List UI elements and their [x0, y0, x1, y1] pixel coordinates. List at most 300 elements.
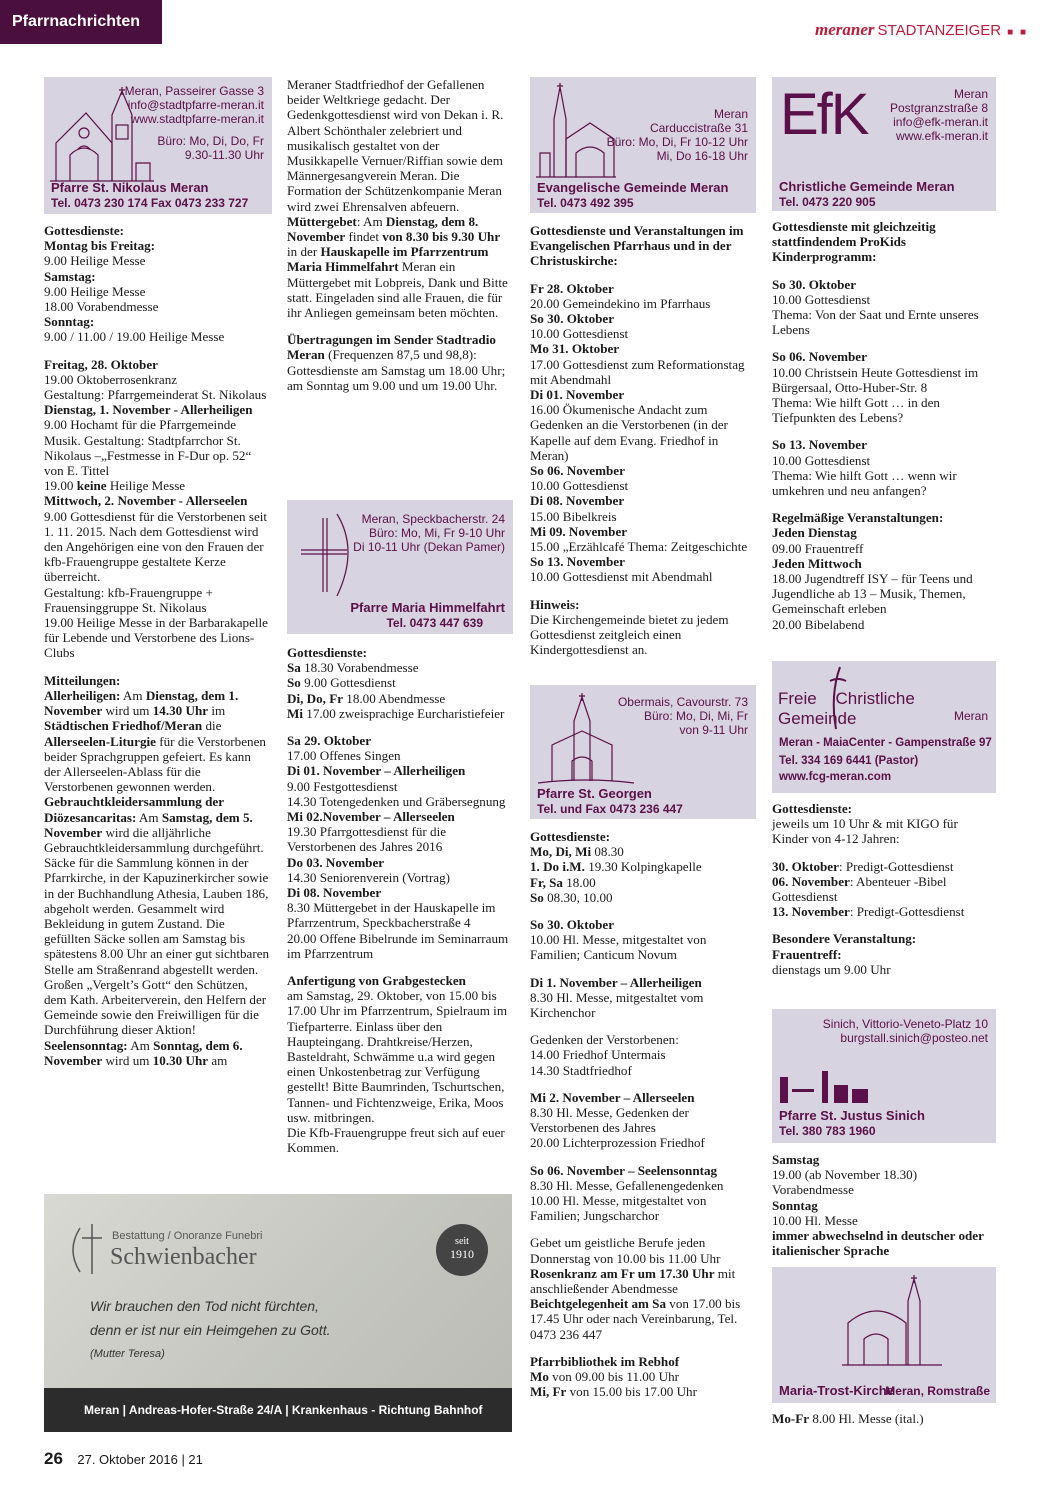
bold-text: Rosenkranz am Fr um 17.30 Uhr — [530, 1265, 715, 1281]
text-paragraph — [530, 859, 756, 874]
bold-text: 30. Oktober — [772, 858, 839, 874]
bold-text: 10.30 Uhr — [152, 1052, 209, 1068]
text-paragraph — [772, 931, 996, 946]
ad-address-bar: Meran | Andreas-Hofer-Straße 24/A | Krankenhaus - Richtung Bahnhof — [44, 1388, 512, 1432]
bold-text: So 06. November — [530, 463, 625, 479]
bold-text: Di 01. November – Allerheiligen — [287, 763, 466, 779]
paragraph-gap — [772, 498, 996, 510]
text-run: von 15.00 bis 17.00 Uhr — [566, 1384, 697, 1400]
parish-box-evangelische — [530, 77, 756, 213]
text-paragraph — [772, 859, 996, 874]
email-link[interactable]: info@stadtpfarre-meran.it — [127, 98, 264, 112]
paragraph-gap — [530, 269, 756, 281]
bold-text: Regelmäßige Veranstaltungen: — [772, 510, 944, 526]
address-line — [125, 126, 264, 134]
text-paragraph — [530, 597, 756, 612]
bold-text: Fr, Sa — [530, 874, 563, 890]
text-run: 17.00 zweisprachige Eurcharistiefeier — [303, 705, 505, 721]
text-run: 10.00 Hl. Messe, mitgestaltet von Familien; Jungscharchor — [530, 1193, 707, 1224]
text-run: findet — [345, 229, 383, 245]
paragraph-gap — [772, 919, 996, 931]
text-run: 19.00 Oktoberrosenkranz — [44, 371, 178, 387]
text-run: 18.00 Abendmesse — [343, 690, 446, 706]
bold-text: 06. November — [772, 873, 850, 889]
text-run: (Frequenzen 87,5 und 98,8): Gottesdienste am Samstag um 18.00 Uhr; am Sonntag um 9.00 und um 19.00 Uhr. — [287, 347, 506, 393]
text-paragraph — [772, 437, 996, 452]
bold-text: 13. November — [772, 904, 850, 920]
paragraph-gap — [287, 721, 513, 733]
text-run: 20.00 Gemeindekino im Pfarrhaus — [530, 295, 711, 311]
text-paragraph — [287, 988, 513, 1125]
text-run: 18.00 — [562, 874, 596, 890]
text-paragraph — [287, 885, 513, 900]
text-paragraph — [772, 277, 996, 292]
website-link[interactable]: www.stadtpfarre-meran.it — [130, 112, 264, 126]
text-paragraph — [772, 395, 996, 425]
text-paragraph — [530, 1266, 756, 1296]
brand-name-1: meraner — [815, 20, 875, 39]
bold-text: Fr 28. Oktober — [530, 280, 614, 296]
text-paragraph — [44, 417, 270, 478]
office-hours: Büro: Mo, Di, Mi, Fr — [643, 709, 748, 723]
text-paragraph — [530, 1090, 756, 1105]
bold-text: Besondere Veranstaltung: — [772, 931, 917, 947]
bold-text: Di, Do, Fr — [287, 690, 344, 706]
church-address — [890, 87, 988, 143]
text-paragraph — [44, 372, 270, 387]
paragraph-gap — [530, 905, 756, 917]
text-run: wird um — [102, 1052, 153, 1068]
text-paragraph — [530, 1105, 756, 1135]
text-paragraph — [772, 571, 996, 617]
text-paragraph — [287, 77, 513, 214]
bold-text: keine — [76, 478, 107, 494]
text-paragraph — [772, 1167, 996, 1197]
bold-text: Übertragungen im Sender Stadtradio Meran — [287, 332, 496, 363]
office-hours: Büro: Mo, Di, Do, Fr — [157, 134, 264, 148]
column-4-text-lower — [772, 1152, 996, 1258]
text-paragraph — [772, 1213, 996, 1228]
paragraph-gap — [287, 961, 513, 973]
church-name: Maria-Trost-Kirche — [779, 1383, 894, 1398]
office-hours: von 9-11 Uhr — [679, 723, 748, 737]
text-run: dienstags um 9.00 Uhr — [772, 961, 891, 977]
parish-name: Evangelische Gemeinde Meran — [537, 180, 729, 195]
parish-address — [823, 1017, 988, 1045]
text-run: Gestaltung: Pfarrgemeinderat St. Nikolaus — [44, 387, 267, 403]
text-run: 8.30 Hl. Messe, Gedenken der Verstorbenen des Jahres — [530, 1105, 689, 1136]
text-paragraph — [530, 875, 756, 890]
text-paragraph — [530, 402, 756, 463]
bold-text: Mo, Di, Mi — [530, 844, 592, 860]
bold-text: Do 03. November — [287, 854, 385, 870]
text-run: Am — [136, 809, 162, 825]
text-paragraph — [44, 253, 270, 268]
text-run: 16.00 Ökumenische Andacht zum Gedenken an die Verstorbenen (in der Kapelle auf dem Evang. Friedhof in Meran) — [530, 402, 728, 463]
text-paragraph — [44, 509, 270, 585]
text-paragraph — [530, 357, 756, 387]
text-paragraph — [287, 691, 513, 706]
text-paragraph — [530, 1384, 756, 1399]
website-link[interactable]: www.efk-meran.it — [895, 129, 988, 143]
text-paragraph — [44, 493, 270, 508]
text-paragraph — [287, 779, 513, 794]
church-address: Meran, Romstraße — [885, 1384, 990, 1398]
text-paragraph — [44, 688, 270, 794]
bold-text: Gottesdienste: — [287, 645, 368, 660]
bold-text: So 13. November — [530, 554, 625, 570]
text-paragraph — [287, 973, 513, 988]
text-run: : Am — [356, 213, 386, 229]
bold-text: Gottesdienste: — [530, 829, 611, 844]
founded-badge — [436, 1224, 488, 1276]
text-run: 9.00 Gottesdienst — [300, 675, 396, 691]
bold-text: Dienstag, 1. November - Allerheiligen — [44, 402, 253, 418]
paragraph-gap — [530, 1151, 756, 1163]
text-run: 14.00 Friedhof Untermais — [530, 1047, 666, 1063]
text-run: 10.00 Gottesdienst — [772, 291, 871, 307]
parish-name: Pfarre St. Nikolaus Meran — [51, 180, 209, 195]
parish-name: Pfarre St. Georgen — [537, 786, 652, 801]
text-run: 10.00 Gottesdienst mit Abendmahl — [530, 569, 713, 585]
ad-quote — [90, 1294, 330, 1366]
parish-phone: Tel. 0473 447 639 — [386, 616, 483, 630]
bold-text: So — [287, 675, 301, 691]
bold-text: Gottesdienste: — [772, 801, 853, 816]
text-run: 9.00 Gottesdienst für die Verstorbenen seit 1. 11. 2015. Nach dem Gottesdienst wird den Angehörigen eine von den Frauen der kfb-Frauengruppe gestaltete Kerze überreicht. — [44, 508, 268, 585]
column-4-text-top — [772, 219, 996, 632]
church-illustration — [842, 1273, 942, 1369]
page-footer — [44, 1449, 203, 1469]
text-paragraph — [772, 307, 996, 337]
text-run: 9.00 / 11.00 / 19.00 Heilige Messe — [44, 329, 225, 345]
text-paragraph — [772, 947, 996, 962]
text-run: von 09.00 bis 11.00 Uhr — [548, 1369, 679, 1385]
bold-text: Montag bis Freitag: — [44, 238, 156, 254]
email-link[interactable]: info@efk-meran.it — [893, 115, 988, 129]
text-paragraph — [772, 468, 996, 498]
column-2-text-top — [287, 77, 513, 393]
text-run: 10.00 Hl. Messe, mitgestaltet von Familien; Canticum Novum — [530, 932, 707, 963]
text-run: Heilige Messe — [106, 478, 186, 494]
parish-box-st-nikolaus — [44, 77, 272, 214]
bold-text: Mi, Fr — [530, 1384, 567, 1400]
text-paragraph — [772, 801, 996, 816]
text-paragraph — [530, 829, 756, 844]
text-run: am — [208, 1052, 228, 1068]
column-4-text-middle — [772, 801, 996, 977]
bold-text: Seelensonntag: — [44, 1037, 128, 1053]
quote-line: Wir brauchen den Tod nicht fürchten, — [90, 1298, 319, 1314]
text-paragraph — [530, 493, 756, 508]
text-run: 14.30 Stadtfriedhof — [530, 1062, 632, 1078]
church-name: Christliche Gemeinde Meran — [779, 179, 955, 194]
bold-text: Sonntag: — [44, 314, 95, 330]
text-paragraph — [530, 569, 756, 584]
text-paragraph — [530, 1296, 756, 1342]
address-line: Meran, Passeirer Gasse 3 — [124, 84, 264, 98]
text-paragraph — [44, 585, 270, 615]
paragraph-gap — [530, 1078, 756, 1090]
parish-phone: Tel. und Fax 0473 236 447 — [537, 802, 683, 816]
text-paragraph — [530, 1369, 756, 1384]
text-paragraph — [530, 326, 756, 341]
bold-text: Beichtgelegenheit am Sa — [530, 1296, 667, 1312]
text-paragraph — [530, 539, 756, 554]
text-paragraph — [287, 214, 513, 320]
bold-text: So 13. November — [772, 437, 867, 453]
bold-text: Allerheiligen: — [44, 687, 121, 703]
bold-text: Jeden Mittwoch — [772, 555, 862, 571]
bold-text: Samstag: — [44, 268, 96, 284]
text-paragraph — [530, 281, 756, 296]
cross-icon — [64, 1220, 108, 1276]
text-paragraph — [772, 219, 996, 265]
bold-text: Hauskapelle im Pfarrzentrum Maria Himmelfahrt — [287, 244, 489, 275]
text-run: 18.00 Vorabendmesse — [44, 299, 159, 315]
text-run: 20.00 Bibelabend — [772, 616, 865, 632]
paragraph-gap — [772, 337, 996, 349]
address-line: Sinich, Vittorio-Veneto-Platz 10 — [822, 1017, 988, 1031]
paragraph-gap — [44, 345, 270, 357]
bold-text: Müttergebet — [287, 213, 357, 229]
text-paragraph — [772, 1228, 996, 1258]
paragraph-gap — [530, 585, 756, 597]
office-hours: Mi, Do 16-18 Uhr — [656, 149, 748, 163]
text-paragraph — [530, 1235, 756, 1265]
text-run: 9.00 Heilige Messe — [44, 283, 146, 299]
text-paragraph — [530, 1193, 756, 1223]
publication-logo — [815, 20, 1028, 40]
text-paragraph — [287, 900, 513, 930]
office-hours: Büro: Mo, Mi, Fr 9-10 Uhr — [368, 526, 505, 540]
text-run: wird um — [102, 703, 153, 719]
text-paragraph — [772, 962, 996, 977]
parish-box-maria-himmelfahrt — [287, 500, 513, 634]
bold-text: Mo — [530, 1369, 549, 1385]
bold-text: So 06. November — [772, 349, 867, 365]
text-paragraph — [530, 1063, 756, 1078]
text-paragraph — [44, 977, 270, 1038]
paragraph-gap — [772, 425, 996, 437]
text-paragraph — [287, 748, 513, 763]
text-paragraph — [44, 673, 270, 688]
text-paragraph — [44, 269, 270, 284]
text-paragraph — [530, 990, 756, 1020]
text-paragraph — [530, 387, 756, 402]
page-number: 26 — [44, 1449, 63, 1468]
funeral-home-ad — [44, 1194, 512, 1432]
office-hours: Di 10-11 Uhr (Dekan Pamer) — [353, 540, 505, 554]
text-run: 19.30 Pfarrgottesdienst für die Verstorbenen des Jahres 2016 — [287, 824, 447, 855]
text-paragraph — [772, 349, 996, 364]
text-paragraph — [287, 675, 513, 690]
bold-text: Dienstag, dem 8. November — [287, 213, 479, 245]
church-box-maria-trost — [772, 1267, 996, 1403]
text-run: 10.00 Gottesdienst — [772, 452, 871, 468]
quote-line: denn er ist nur ein Heimgehen zu Gott. — [90, 1322, 331, 1338]
address-line: Meran — [953, 87, 988, 101]
text-run: 9.00 Heilige Messe — [44, 253, 146, 269]
bold-text: Mi 02.November – Allerseelen — [287, 809, 455, 825]
text-paragraph — [44, 299, 270, 314]
text-paragraph — [44, 238, 270, 253]
text-run: Die Kirchengemeinde bietet zu jedem Gottesdienst zeitgleich einen Kindergottesdienst an. — [530, 611, 729, 658]
column-3-text-bottom — [530, 829, 756, 1400]
text-paragraph — [287, 1125, 513, 1155]
bold-text: Mitteilungen: — [44, 672, 121, 688]
text-run: 14.30 Seniorenverein (Vortrag) — [287, 869, 451, 885]
fcg-logo-city: Meran — [953, 709, 988, 723]
text-paragraph — [44, 284, 270, 299]
text-paragraph — [772, 1152, 996, 1167]
bold-text: Mittwoch, 2. November - Allerseelen — [44, 493, 248, 509]
text-paragraph — [530, 524, 756, 539]
text-paragraph — [287, 794, 513, 809]
text-paragraph — [44, 387, 270, 402]
logo-word: Christliche Gemeinde — [778, 689, 915, 728]
text-paragraph — [772, 1411, 996, 1426]
text-paragraph — [44, 357, 270, 372]
parish-address — [618, 695, 748, 737]
bold-text: Städtischen Friedhof/Meran — [44, 718, 203, 734]
parish-name: Pfarre Maria Himmelfahrt — [350, 600, 505, 615]
text-run: 15.00 Bibelkreis — [530, 508, 617, 524]
text-paragraph — [772, 365, 996, 395]
text-run: für die Verstorbenen beider Sprachgruppen gefeiert. Es kann der Allerseelen-Ablass für die Verstorbenen gewonnen werden. — [44, 733, 266, 795]
text-run: Meraner Stadtfriedhof der Gefallenen beider Weltkriege gedacht. Der Gedenkgottesdienst wird von Dekan i. R. Albert Schönthaler zelebriert und musikalisch gestaltet von der Musikkapelle Vernuer/Riffian sowie dem Männergesangverein Meran. Die Formation der Schützenkompanie Meran wird zwei Ehrensalven abfeuern. — [287, 77, 504, 214]
church-box-efk — [772, 77, 996, 211]
text-paragraph — [530, 932, 756, 962]
text-paragraph — [530, 1047, 756, 1062]
text-paragraph — [772, 904, 996, 919]
text-run: die — [202, 718, 222, 734]
bold-text: Freitag, 28. Oktober — [44, 356, 158, 372]
text-paragraph — [44, 794, 270, 976]
text-paragraph — [530, 223, 756, 269]
church-phone: Tel. 0473 220 905 — [779, 195, 876, 209]
text-run: 10.00 Gottesdienst — [530, 478, 629, 494]
text-paragraph — [772, 1198, 996, 1213]
logo-word: Freie — [778, 689, 817, 708]
text-paragraph — [530, 463, 756, 478]
text-run: Thema: Wie hilft Gott … in den Tiefpunkten des Lebens? — [772, 395, 940, 426]
text-run: 17.00 Gottesdienst zum Reformationstag mit Abendmahl — [530, 356, 745, 387]
bold-text: Mo 31. Oktober — [530, 341, 620, 357]
paragraph-gap — [287, 320, 513, 332]
church-phone: Tel. 334 169 6441 (Pastor) — [779, 755, 919, 767]
text-run: in der — [287, 244, 321, 260]
text-paragraph — [530, 612, 756, 658]
text-run: 18.00 Jugendtreff ISY – für Teens und Jugendliche ab 13 – Musik, Themen, Gemeinschaft erleben — [772, 571, 973, 617]
text-run: wird die alljährliche Gebrauchtkleidersammlung durchgeführt. Säcke für die Sammlung können in der Pfarrkirche, in der Kapuzinerkircher sowie in der Buchhandlung Athesia, Lauben 186, abgeholt werden. Gesammelt wird Bekleidung in gutem Zustand. Die gefüllten Säcke sollen am Samstag bis spätestens 8.00 Uhr an einer gut sichtbaren Stelle am Straßenrand abgestellt werden. — [44, 824, 270, 977]
paragraph-gap — [530, 1342, 756, 1354]
text-run: im — [208, 703, 226, 719]
text-run: 19.00 (ab November 18.30) Vorabendmesse — [772, 1167, 918, 1198]
text-paragraph — [287, 733, 513, 748]
church-illustration — [778, 1059, 878, 1105]
text-run: 19.30 Kolpingkapelle — [584, 859, 702, 875]
text-paragraph — [530, 1032, 756, 1047]
bold-text: Mi 09. November — [530, 523, 628, 539]
efk-logo: EfK — [780, 82, 868, 147]
bold-text: So — [530, 889, 544, 905]
text-run: Großen „Vergelt’s Gott“ den Schützen, dem Kath. Arbeiterverein, den Helfern der Gemeinde sowie den Freiwilligen für die Durchführung dieser Aktion! — [44, 976, 267, 1038]
bold-text: 1. Do i.M. — [530, 859, 585, 875]
column-2-text-bottom — [287, 645, 513, 1156]
ad-tagline: Bestattung / Onoranze Funebri — [112, 1230, 263, 1242]
text-run: 20.00 Lichterprozession Friedhof — [530, 1135, 705, 1151]
paragraph-gap — [530, 1020, 756, 1032]
email-link[interactable]: burgstall.sinich@posteo.net — [840, 1031, 988, 1045]
text-run: : Abenteuer -Bibel Gottesdienst — [772, 873, 947, 905]
text-paragraph — [772, 816, 996, 846]
text-run: 19.00 Heilige Messe in der Barbarakapelle für Lebende und Verstorbene des Lions-Clubs — [44, 615, 268, 661]
text-paragraph — [44, 223, 270, 238]
text-paragraph — [287, 931, 513, 961]
address-line: Carduccistraße 31 — [649, 121, 748, 135]
church-illustration — [536, 83, 616, 179]
parish-phone: Tel. 0473 492 395 — [537, 196, 634, 210]
text-paragraph — [44, 314, 270, 329]
bold-text: Sa — [287, 660, 301, 676]
text-paragraph — [772, 525, 996, 540]
text-run: Die Kfb-Frauengruppe freut sich auf euer Kommen. — [287, 1125, 505, 1156]
bold-text: Gottesdienste und Veranstaltungen im Evangelischen Pfarrhaus und in der Christuskirche: — [530, 223, 744, 269]
badge-year: 1910 — [450, 1247, 474, 1261]
parish-name: Pfarre St. Justus Sinich — [779, 1108, 925, 1123]
bold-text: Gottesdienste mit gleichzeitig stattfindendem ProKids Kinderprogramm: — [772, 219, 936, 265]
office-hours: Büro: Mo, Di, Fr 10-12 Uhr — [606, 135, 748, 149]
text-run: 8.30 Hl. Messe, mitgestaltet vom Kirchenchor — [530, 989, 704, 1021]
parish-box-st-georgen — [530, 685, 756, 819]
issue-date: 27. Oktober 2016 | 21 — [77, 1452, 203, 1467]
text-paragraph — [287, 809, 513, 824]
text-paragraph — [44, 1038, 270, 1068]
brand-squares: ■ ■ — [1007, 27, 1028, 38]
bold-text: immer abwechselnd in deutscher oder italienischer Sprache — [772, 1228, 984, 1259]
text-run: 9.00 Festgottesdienst — [287, 778, 398, 794]
text-paragraph — [772, 541, 996, 556]
bold-text: Mi — [287, 705, 303, 721]
text-paragraph — [530, 917, 756, 932]
text-paragraph — [44, 478, 270, 493]
text-run: jeweils um 10 Uhr & mit KIGO für Kinder von 4-12 Jahren: — [772, 816, 958, 847]
bold-text: Di 08. November — [530, 493, 625, 509]
text-paragraph — [772, 510, 996, 525]
text-paragraph — [530, 311, 756, 326]
address-line: Meran, Speckbacherstr. 24 — [361, 512, 505, 526]
text-paragraph — [530, 1178, 756, 1193]
text-run: 9.00 Hochamt für die Pfarrgemeinde Musik. Gestaltung: Stadtpfarrchor St. Nikolaus –„Festmesse in F-Dur op. 52“ von E. Tittel — [44, 417, 252, 479]
text-run: 19.00 — [44, 478, 77, 494]
paragraph-gap — [772, 265, 996, 277]
text-paragraph — [287, 645, 513, 660]
text-paragraph — [287, 855, 513, 870]
bold-text: Di 01. November — [530, 387, 625, 403]
bold-text: So 30. Oktober — [772, 276, 857, 292]
cross-logo — [297, 510, 357, 600]
text-paragraph — [772, 556, 996, 571]
bold-text: Mo-Fr — [772, 1411, 810, 1426]
text-paragraph — [287, 706, 513, 721]
text-run: 10.00 Christsein Heute Gottesdienst im Bürgersaal, Otto-Huber-Str. 8 — [772, 364, 979, 395]
text-paragraph — [772, 874, 996, 904]
text-run: 20.00 Offene Bibelrunde im Seminarraum im Pfarrzentrum — [287, 930, 509, 961]
website-link[interactable]: www.fcg-meran.com — [779, 771, 892, 783]
text-run: 10.00 Gottesdienst — [530, 326, 629, 342]
text-paragraph — [287, 824, 513, 854]
